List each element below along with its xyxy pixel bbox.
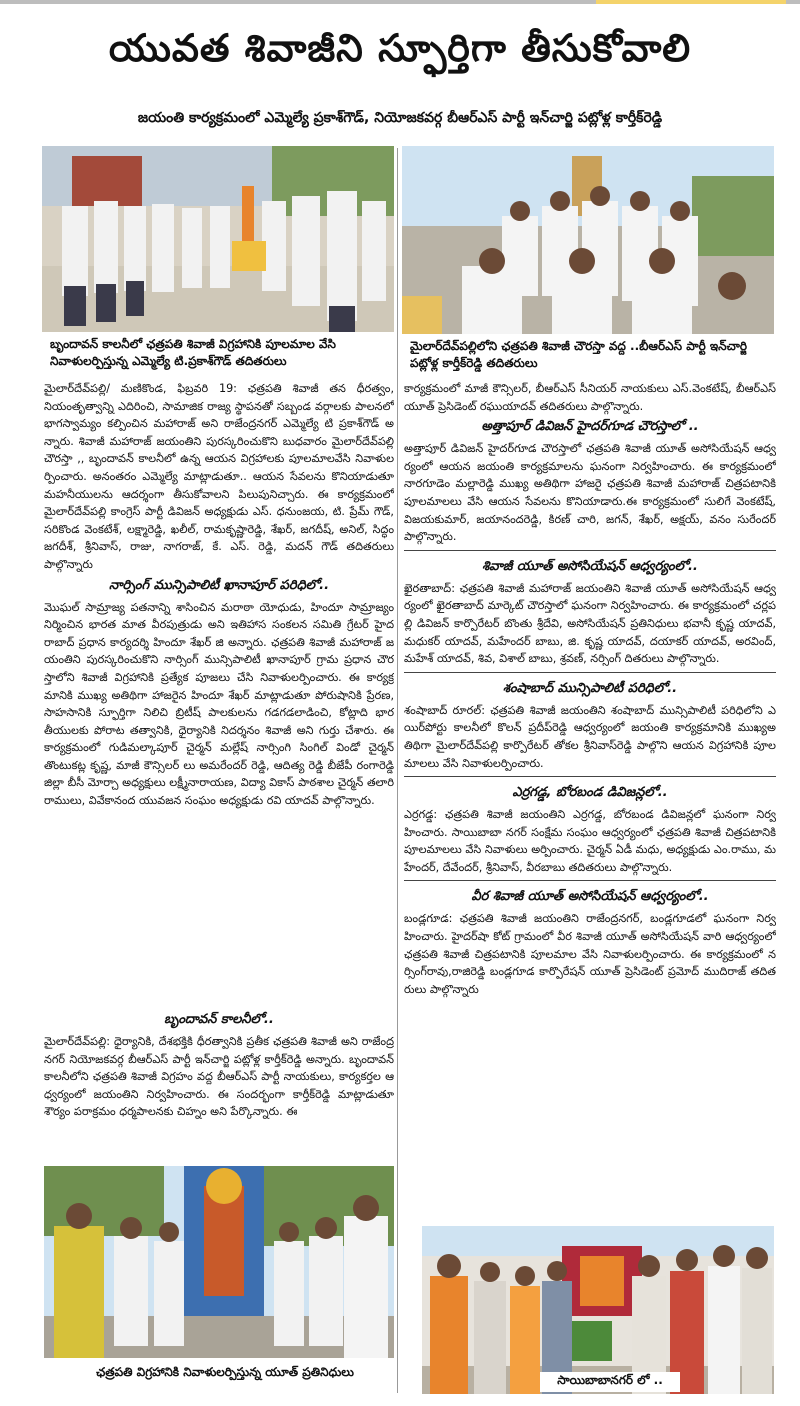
right-section-heading-veera-shivaji: వీర శివాజీ యూత్ అసోసియేషన్ ఆధ్వర్యంలో..	[471, 889, 709, 905]
caption-bottom-right: సాయిబాబానగర్ లో ..	[540, 1372, 680, 1392]
left-paragraph-1: మైలార్‌దేవ్‌పల్లి/ మణికొండ, ఫిబ్రవరి 19: ఛత్రపతి శివాజీ తన ధీరత్వం, నియంతృత్వాన్ని ఎదిరించి, సామాజిక రాజ్య స్థాపనతో సబ్బండ వర్గాలకు పాలనలో భాగస్వామ్యం కల్పించిన మహారాజ్ అని రాజేంద్రనగర్ ఎమ్మెల్యే టి ప్రకాశ్‌గౌడ్ అన్నారు. శివాజీ మహారాజ్ జయంతిని పురస్కరించుకొని బుధవారం మైలార్‌దేవ్‌పల్లి చౌరస్తా ,, బృందావన్ కాలనీలో ఉన్న ఆయన విగ్రహాలకు పూలమాలవేసి నివాళులర్పించారు. అనంతరం ఎమ్మెల్యే మాట్లాడుతూ.. ఆయన సేవలను కొనియాడుతూ మహనీయులను ఆదర్శంగా తీసుకోవాలని పిలుపునిచ్చారు. ఈ కార్యక్రమంలో మైలార్‌దేవ్‌పల్లి కాంగ్రెస్ పార్టీ డివిజన్ అధ్యక్షుడు ఎస్. ధనుంజయ, టి. ప్రేమ్ గౌడ్, సరికొండ వెంకటేశ్, లక్ష్మారెడ్డి, ఖలీల్, రామకృష్ణారెడ్డి, శేఖర్, జగదీష్, అనిల్, సిద్ధం జగదీశ్, శ్రీనివాస్, రాజు, నాగరాజ్, కే. ఎస్. రెడ్డి, మదన్ గౌడ్ తదితరులు పాల్గొన్నారు	[44, 382, 394, 571]
section-divider	[404, 550, 776, 551]
subheadline: జయంతి కార్యక్రమంలో ఎమ్మెల్యే ప్రకాశ్‌గౌడ్, నియోజకవర్గ బీఆర్ఎస్ పార్టీ ఇన్‌చార్జి పట్లోళ్ల కార్తీక్‌రెడ్డి	[137, 110, 663, 126]
section-divider	[404, 672, 776, 673]
photo-top-right	[402, 146, 774, 334]
caption-top-right: మైలార్‌దేవ్‌పల్లిలోని ఛత్రపతి శివాజీ చౌరస్తా వద్ద ..బీఆర్ఎస్ పార్టీ ఇన్‌చార్జి పట్లోళ్ల కార్తీక్‌రెడ్డి తదితరులు	[410, 339, 747, 370]
left-column	[44, 380, 394, 840]
photo-bottom-right	[422, 1226, 774, 1394]
left-paragraph-2: మొఘల్ సామ్రాజ్య పతనాన్ని శాసించిన మరాఠా యోధుడు, హిందూ సామ్రాజ్యం నిర్మించిన భారత మాత వీరపుత్రుడు అని ఇతిహాస సంకలన సమితి గ్రేటర్ హైదరాబాద్ ప్రధాన కార్యదర్శి హిందూ శేఖర్ జి అన్నారు. ఛత్రపతి శివాజీ మహారాజ్ జయంతిని పురస్కరించుకొని నార్సింగ్ మున్సిపాలిటీ ఖానాపూర్ గ్రామ ప్రధాన చౌరస్తాలోని శివాజీ విగ్రహానికి ప్రత్యేక పూజలు చేసి నివాళులర్పించారు. ఈ కార్యక్రమానికి ముఖ్య అతిథిగా హాజరైన హిందూ శేఖర్ మాట్లాడుతూ పోరుషానికి ప్రేరణ, సాహసానికి స్ఫూర్తిగా నిలిచి బ్రిటీష్ పాలకులను గడగడలాడించి, కోట్లాది భారతీయులకు పోరాట తత్వానికి, ధైర్యానికి నిదర్శనం శివాజీ అని గుర్తు చేశారు. ఈ కార్యక్రమంలో గుడిమల్కాపూర్ చైర్మన్ మల్లేష్ నార్సింగి సింగిల్ విండో చైర్మన్ తొంటుకట్ల కృష్ణ, మాజీ కౌన్సిలర్ లు అమరేందర్ రెడ్డి, ఆదిత్య రెడ్డి బీజేపీ రంగారెడ్డి జిల్లా బీసీ మోర్చా అధ్యక్షులు లక్ష్మీనారాయణ, విద్యా వికాస్ పాఠశాల చైర్మన్ తలారి రాములు, వివేకానంద యువజన సంఘం అధ్యక్షుడు రవి యాదవ్ పాల్గొన్నారు.	[44, 600, 394, 808]
headline: యువత శివాజీని స్ఫూర్తిగా తీసుకోవాలి	[108, 26, 692, 70]
left-section-heading-narsingi: నార్సింగ్ మున్సిపాలిటీ ఖానాపూర్ పరిధిలో..	[108, 577, 330, 593]
right-paragraph-2: ఖైరతాబాద్: ఛత్రపతి శివాజీ మహారాజ్ జయంతిని శివాజీ యూత్ అసోసియేషన్ ఆధ్వర్యంలో ఖైరతాబాద్ మార్కెట్ చౌరస్తాలో ఘనంగా నిర్వహించారు. ఈ కార్యక్రమంలో చర్లపల్లి డివిజన్ కార్పొరేటర్ బొంతు శ్రీదేవి, అసోసియేషన్ ప్రతినిధులు భవానీ కృష్ణ యాదవ్, మధుకర్ యాదవ్, మహేందర్ బాబు, జి. కృష్ణ యాదవ్, దయాకర్ యాదవ్, అరవింద్, మహేశ్ యాదవ్, శివ, విశాల్ బాబు, శ్రవణ్, నర్సింగ్ దితరులు పాల్గొన్నారు.	[404, 581, 776, 666]
photo-bottom-left	[44, 1166, 394, 1358]
caption-top-left: బృందావన్ కాలనీలో ఛత్రపతి శివాజీ విగ్రహానికి పూలమాల వేసి నివాళులర్పిస్తున్న ఎమ్మెల్యే టి.ప్రకాశ్‌గౌడ్ తదితరులు	[50, 337, 336, 368]
right-section-heading-shamshabad: శంషాబాద్ మున్సిపాలిటీ పరిధిలో..	[502, 680, 678, 696]
photo-top-right-image	[402, 146, 774, 334]
section-divider	[404, 880, 776, 881]
right-column	[404, 380, 776, 1216]
photo-bottom-left-image	[44, 1166, 394, 1358]
right-section-heading-shivaji-youth: శివాజీ యూత్ అసోసియేషన్ ఆధ్వర్యంలో..	[482, 558, 698, 574]
right-section-heading-erragadda: ఎర్రగడ్డ, బోరబండ డివిజన్లలో..	[512, 785, 668, 801]
section-divider	[404, 776, 776, 777]
photo-bottom-right-image	[422, 1226, 774, 1394]
right-paragraph-1: అత్తాపూర్ డివిజన్ హైదర్‌గూడ చౌరస్తాలో ఛత్రపతి శివాజీ యూత్ అసోసియేషన్ ఆధ్వర్యంలో ఆయన జయంతి కార్యక్రమాలను ఘనంగా నిర్వహించారు. ఈ కార్యక్రమంలో నారగూడెం మల్లారెడ్డి ముఖ్య అతిథిగా హాజరై ఛత్రపతి శివాజీ మహారాజ్ చిత్రపటానికి పూలమాలలు వేసి ఆయన సేవలను కొనియాడారు.ఈ కార్యక్రమంలో సులిగే వెంకటేష్, విజయకుమార్, జయానందరెడ్డి, కిరణ్ చారి, జగన్, శేఖర్, అక్షయ్, వనం సురేందర్ పాల్గొన్నారు.	[404, 442, 776, 544]
top-border	[0, 0, 800, 4]
photo-top-left-image	[42, 146, 394, 332]
top-accent-bar	[596, 0, 786, 4]
caption-bottom-left: ఛత్రపతి విగ్రహానికి నివాళులర్పిస్తున్న యూత్ ప్రతినిధులు	[96, 1365, 354, 1379]
right-paragraph-0: కార్యక్రమంలో మాజీ కౌన్సిలర్, బీఆర్ఎస్ సీనియర్ నాయకులు ఎస్.వెంకటేష్, బీఆర్ఎస్ యూత్ ప్రెసిడెంట్ రఘుయాదవ్ తదితరులు పాల్గొన్నారు.	[404, 382, 776, 413]
left-column-lower	[44, 1008, 394, 1158]
column-divider	[397, 148, 398, 1393]
right-paragraph-3: శంషాబాద్ రూరల్: ఛత్రపతి శివాజీ జయంతిని శంషాబాద్ మున్సిపాలిటీ పరిధిలోని ఎయిర్‌పోర్టు కాలనీలో కొలన్ ప్రదీప్‌రెడ్డి ఆధ్వర్యంలో జయంతి కార్యక్రమానికి ముఖ్యఅతిథిగా మైలార్‌దేవ్‌పల్లి కార్పొరేటర్ తోకల శ్రీనివాస్‌రెడ్డి పాల్గొని ఆయన విగ్రహానికి పూలమాలలు వేసి నివాళులర్పించారు.	[404, 703, 776, 770]
right-paragraph-5: బండ్లగూడ: ఛత్రపతి శివాజీ జయంతిని రాజేంద్రనగర్, బండ్లగూడలో ఘనంగా నిర్వహించారు. హైదర్‌షా కోట్ గ్రామంలో వీర శివాజీ యూత్ అసోసియేషన్ వారి ఆధ్వర్యంలో ఛత్రపతి శివాజీ చిత్రపటానికి పూలమాల వేసి నివాళులర్పించారు. ఈ కార్యక్రమంలో నర్సింగ్‌రావు,రాజిరెడ్డి బండ్లగూడ కార్పొరేషన్ యూత్ ప్రెసిడెంట్ ప్రమోద్ ముదిరాజ్ తదితరులు పాల్గొన్నారు	[404, 912, 776, 996]
right-section-heading-attapur: అత్తాపూర్ డివిజన్ హైదర్‌గూడ చౌరస్తాలో ..	[481, 419, 699, 435]
left-section-heading-brindavan: బృందావన్ కాలనీలో..	[164, 1012, 274, 1027]
photo-top-left	[42, 146, 394, 332]
left-paragraph-3: మైలార్‌దేవ్‌పల్లి: ధైర్యానికి, దేశభక్తికి ధీరత్వానికి ప్రతీక ఛత్రపతి శివాజీ అని రాజేంద్రనగర్ నియోజకవర్గ బీఆర్ఎస్ పార్టీ ఇన్‌చార్జి పట్లోళ్ల కార్తీక్‌రెడ్డి అన్నారు. బృందావన్ కాలనీలోని ఛత్రపతి శివాజీ విగ్రహం వద్ద బీఆర్ఎస్ పార్టీ నాయకులు, కార్యకర్తల ఆధ్వర్యంలో జయంతిని నిర్వహించారు. ఈ సందర్భంగా కార్తీక్‌రెడ్డి మాట్లాడుతూ శౌర్యం పరాక్రమం ధర్మపాలనకు చిహ్నం అని పేర్కొన్నారు. ఈ	[44, 1035, 394, 1119]
right-paragraph-4: ఎర్రగడ్డ: ఛత్రపతి శివాజీ జయంతిని ఎర్రగడ్డ, బోరబండ డివిజన్లలో ఘనంగా నిర్వహించారు. సాయిబాబా నగర్ సంక్షేమ సంఘం ఆధ్వర్యంలో ఛత్రపతి శివాజీ చిత్రపటానికి పూలమాలలు వేసి నివాళులు అర్పించారు. చైర్మన్ ఏడీ మధు, అధ్యక్షుడు ఎం.రాము, మహేందర్, దేవేందర్, శ్రీనివాస్, వీరబాబు తదితరులు పాల్గొన్నారు.	[404, 808, 776, 874]
